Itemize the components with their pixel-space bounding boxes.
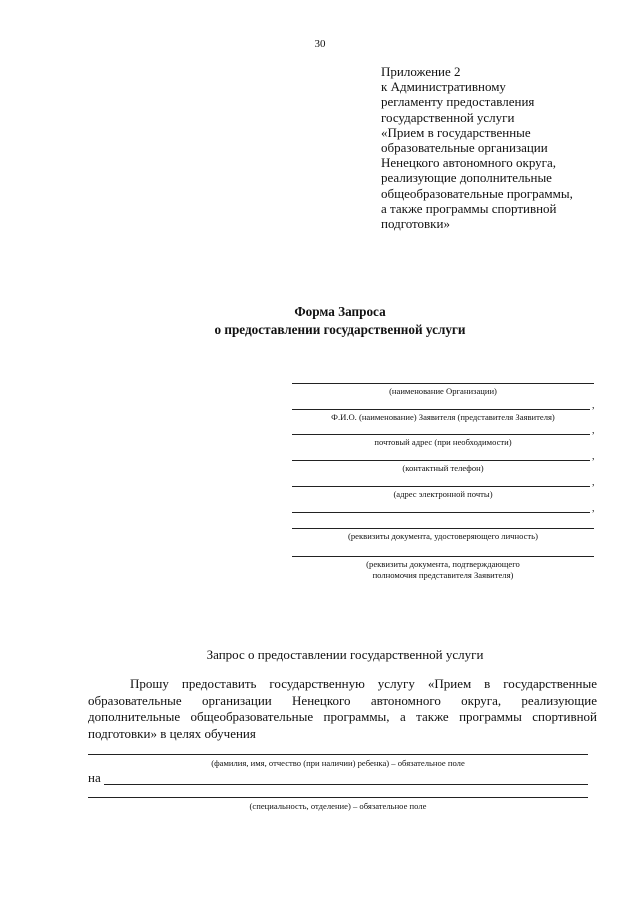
appendix-line: образовательные организации (381, 140, 548, 156)
request-body (88, 676, 597, 742)
appendix-line: реализующие дополнительные (381, 170, 552, 186)
appendix-line: Приложение 2 (381, 64, 461, 79)
identity-document-line[interactable] (292, 528, 594, 529)
postal-address-line[interactable] (292, 434, 590, 435)
organization-caption: (наименование Организации) (389, 386, 497, 396)
applicant-name-line[interactable] (292, 409, 590, 410)
child-name-line[interactable] (88, 754, 588, 755)
request-body-line: образовательные организации Ненецкого автономного округа, реализующие (88, 692, 597, 708)
postal-address-caption: почтовый адрес (при необходимости) (374, 437, 512, 447)
appendix-line: Ненецкого автономного округа, (381, 155, 556, 171)
comma: , (592, 400, 595, 411)
appendix-heading (381, 64, 621, 231)
specialty-line[interactable] (88, 797, 588, 798)
appendix-line: «Прием в государственные (381, 124, 531, 140)
specialty-caption: (специальность, отделение) – обязательное поле (249, 801, 427, 811)
na-line[interactable] (104, 784, 588, 785)
comma: , (592, 451, 595, 462)
authority-document-caption: (реквизиты документа, подтверждающего (366, 559, 520, 569)
phone-caption: (контактный телефон) (402, 463, 484, 473)
child-name-caption: (фамилия, имя, отчество (при наличии) ребенка) – обязательное поле (211, 758, 465, 768)
blank-line[interactable] (292, 512, 590, 513)
identity-document-caption: (реквизиты документа, удостоверяющего личность) (348, 531, 538, 541)
comma: , (592, 477, 595, 488)
appendix-line: к Административному (381, 79, 506, 95)
form-subtitle: о предоставлении государственной услуги (214, 322, 466, 337)
appendix-line: подготовки» (381, 216, 450, 232)
organization-line[interactable] (292, 383, 594, 384)
appendix-line: государственной услуги (381, 109, 515, 125)
form-title: Форма Запроса (294, 304, 386, 319)
authority-document-caption: полномочия представителя Заявителя) (372, 570, 514, 580)
request-body-line: дополнительные общеобразовательные программы, а также программы спортивной (88, 709, 597, 724)
request-body-line: подготовки» в целях обучения (88, 725, 256, 741)
phone-line[interactable] (292, 460, 590, 461)
request-body-line: Прошу предоставить государственную услугу «Прием в государственные (130, 676, 597, 691)
appendix-line: а также программы спортивной (381, 200, 557, 216)
page-number: 30 (314, 38, 326, 50)
request-title: Запрос о предоставлении государственной услуги (206, 647, 484, 662)
applicant-name-caption: Ф.И.О. (наименование) Заявителя (представителя Заявителя) (331, 412, 555, 422)
comma: , (592, 425, 595, 436)
comma: , (592, 503, 595, 514)
na-label: на (88, 770, 101, 785)
email-caption: (адрес электронной почты) (393, 489, 493, 499)
authority-document-line[interactable] (292, 556, 594, 557)
email-line[interactable] (292, 486, 590, 487)
appendix-line: общеобразовательные программы, (381, 185, 573, 201)
appendix-line: регламенту предоставления (381, 94, 535, 110)
